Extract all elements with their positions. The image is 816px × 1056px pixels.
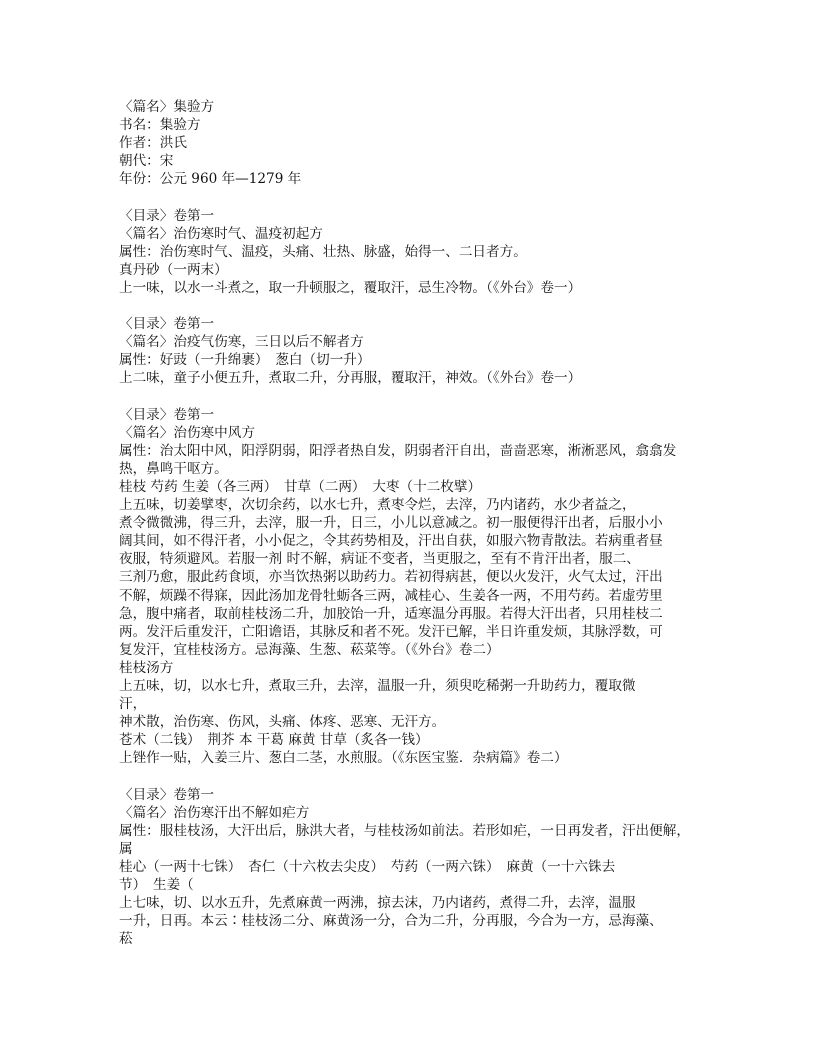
text-line: 〈篇名〉治伤寒时气、温疫初起方 [119, 225, 323, 242]
blank-line [119, 388, 719, 406]
text-line: 上二味，童子小便五升，煮取二升，分再服，覆取汗，神效。（《外台》卷一） [119, 370, 582, 387]
text-line: 热，鼻鸣干呕方。 [119, 460, 228, 477]
text-line: 属性：服桂枝汤，大汗出后，脉洪大者，与桂枝汤如前法。若形如疟，一日再发者，汗出便解， [119, 822, 690, 839]
text-line: 属性：治伤寒时气、温疫，头痛、壮热、脉盛，始得一、二日者方。 [119, 243, 527, 260]
text-line: 不解，烦躁不得寐，因此汤加龙骨牡蛎各三两，减桂心、生姜各一两，不用芍药。若虚劳里 [119, 587, 663, 604]
text-line: 〈篇名〉治疫气伤寒，三日以后不解者方 [119, 334, 364, 351]
text-line: 上一味，以水一斗煮之，取一升顿服之，覆取汗，忌生冷物。（《外台》卷一） [119, 279, 582, 296]
text-line: 上锉作一贴，入姜三片、葱白二茎，水煎服。（《东医宝鉴．杂病篇》卷二） [119, 750, 568, 767]
text-line: 煮令微微沸，得三升，去滓，服一升，日三，小儿以意减之。初一服便得汗出者，后服小小 [119, 515, 663, 532]
text-line: 〈篇名〉治伤寒中风方 [119, 424, 255, 441]
text-line: 三剂乃愈，服此药食顷，亦当饮热粥以助药力。若初得病甚，便以火发汗，火气太过，汗出 [119, 569, 663, 586]
text-line: 菘 [119, 931, 133, 948]
text-line: 上五味，切姜擘枣，次切余药，以水七升，煮枣令烂，去滓，乃内诸药，水少者益之， [119, 497, 636, 514]
text-line: 〈篇名〉治伤寒汗出不解如疟方 [119, 804, 310, 821]
text-line: 上七味，切、以水五升，先煮麻黄一两沸，掠去沫，乃内诸药，煮得二升，去滓，温服 [119, 895, 636, 912]
document-page [119, 98, 719, 948]
text-line: 急，腹中痛者，取前桂枝汤二升，加胶饴一升，适寒温分再服。若得大汗出者，只用桂枝二 [119, 605, 663, 622]
text-line: 节） 生姜（ [119, 877, 194, 894]
text-line: 〈目录〉卷第一 [119, 316, 215, 333]
text-line: 复发汗，宜桂枝汤方。忌海藻、生葱、菘菜等。（《外台》卷二） [119, 641, 500, 658]
text-line: 〈篇名〉集验方 [119, 99, 215, 115]
text-line: 两。发汗后重发汗，亡阳谵语，其脉反和者不死。发汗已解，半日许重发烦，其脉浮数，可 [119, 623, 663, 640]
text-line: 年份：公元 960 年—1279 年 [119, 171, 302, 188]
text-line: 桂枝汤方 [119, 659, 174, 676]
text-line: 苍术（二钱） 荆芥 本 干葛 麻黄 甘草（炙各一钱） [119, 732, 429, 749]
text-line: 一升，日再。本云∶桂枝汤二分、麻黄汤一分，合为二升，分再服，今合为一方，忌海藻、 [119, 913, 663, 930]
text-line: 〈目录〉卷第一 [119, 207, 215, 224]
text-line: 真丹砂（一两末） [119, 261, 228, 278]
text-line: 〈目录〉卷第一 [119, 406, 215, 423]
text-line: 阔其间，如不得汗者，小小促之，令其药势相及，汗出自获，如服六物青散法。若病重者昼 [119, 533, 663, 550]
text-line: 〈目录〉卷第一 [119, 786, 215, 803]
text-line: 属性：好豉（一升绵裹） 葱白（切一升） [119, 352, 371, 369]
text-line: 书名：集验方 [119, 117, 201, 134]
text-line: 神术散，治伤寒、伤风，头痛、体疼、恶寒、无汗方。 [119, 714, 446, 731]
blank-line [119, 188, 719, 206]
blank-line [119, 767, 719, 785]
text-line: 属 [119, 840, 133, 857]
text-line: 桂枝 芍药 生姜（各三两） 甘草（二两） 大枣（十二枚擘） [119, 478, 482, 495]
blank-line [119, 297, 719, 315]
text-line: 桂心（一两十七铢） 杏仁（十六枚去尖皮） 芍药（一两六铢） 麻黄（一十六铢去 [119, 858, 616, 875]
text-line: 属性：治太阳中风，阳浮阴弱，阳浮者热自发，阴弱者汗自出，啬啬恶寒，淅淅恶风，翕翕发 [119, 442, 677, 459]
text-line: 上五味，切，以水七升，煮取三升，去滓，温服一升，须臾吃稀粥一升助药力，覆取微 [119, 678, 636, 694]
text-line: 汗， [119, 696, 147, 713]
text-line: 夜服，特须避风。若服一剂 时不解，病证不变者，当更服之，至有不肯汗出者，服二、 [119, 551, 640, 568]
text-line: 作者：洪氏 [119, 135, 187, 152]
text-line: 朝代：宋 [119, 153, 174, 170]
